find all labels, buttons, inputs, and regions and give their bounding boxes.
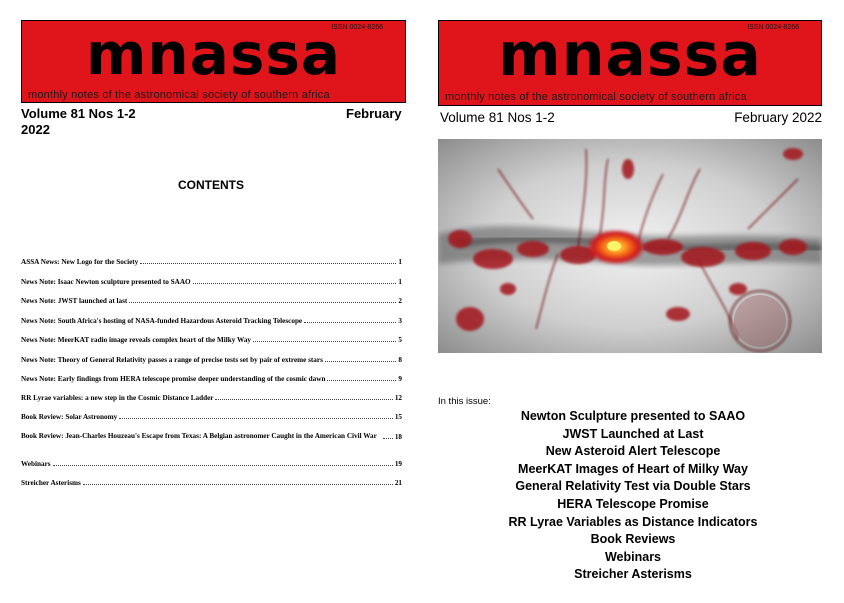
contents-heading: CONTENTS — [178, 178, 244, 192]
toc-entry-page: 21 — [394, 479, 402, 487]
masthead-title: mnassa — [85, 20, 342, 88]
toc-leader — [383, 438, 393, 439]
toc-entry-title: News Note: Isaac Newton sculpture presented to SAAO — [21, 278, 191, 286]
issue-date: February 2022 — [734, 110, 822, 125]
toc-entry[interactable] — [21, 432, 402, 441]
in-this-issue-label: In this issue: — [438, 396, 491, 407]
volume-label: Volume 81 Nos 1-2 — [440, 110, 555, 125]
issue-item: MeerKAT Images of Heart of Milky Way — [518, 461, 748, 476]
toc-entry-page: 1 — [398, 258, 402, 266]
toc-entry-title: Book Review: Jean-Charles Houzeau's Escape from Texas: A Belgian astronomer Caught in the American Civil War — [21, 432, 377, 440]
toc-entry-title: Webinars — [21, 460, 51, 468]
toc-entry[interactable] — [21, 394, 402, 402]
cover-page — [422, 0, 844, 603]
toc-leader — [215, 399, 392, 400]
toc-entry-title: Streicher Asterisms — [21, 479, 81, 487]
toc-entry-page: 15 — [394, 413, 402, 421]
toc-entry[interactable] — [21, 413, 402, 421]
toc-entry[interactable] — [21, 336, 402, 344]
toc-entry[interactable] — [21, 375, 402, 383]
year-label: 2022 — [21, 122, 50, 137]
masthead-banner — [438, 20, 822, 106]
toc-entry-title: News Note: South Africa's hosting of NASA-funded Hazardous Asteroid Tracking Telescope — [21, 317, 303, 325]
toc-entry[interactable] — [21, 297, 402, 305]
toc-entry-page: 18 — [394, 433, 402, 441]
toc-entry-page: 3 — [398, 317, 402, 325]
issue-item: Webinars — [604, 549, 662, 564]
toc-entry-title: News Note: MeerKAT radio image reveals complex heart of the Milky Way — [21, 336, 252, 344]
toc-entry-page: 12 — [394, 394, 402, 402]
toc-entry-page: 19 — [394, 460, 402, 468]
masthead-banner — [21, 20, 406, 103]
toc-entry[interactable] — [21, 258, 402, 266]
masthead-subtitle: monthly notes of the astronomical society of southern africa — [28, 89, 330, 101]
toc-entry-title: News Note: JWST launched at last — [21, 297, 128, 305]
issn-label: ISSN 0024-8266 — [747, 24, 799, 31]
month-label: February — [346, 106, 402, 121]
issue-item: JWST Launched at Last — [562, 426, 704, 441]
issue-item: RR Lyrae Variables as Distance Indicators — [508, 514, 758, 529]
toc-leader — [193, 283, 397, 284]
toc-leader — [327, 380, 396, 381]
toc-leader — [129, 302, 396, 303]
toc-entry-page: 1 — [398, 278, 402, 286]
toc-entry-page: 2 — [398, 297, 402, 305]
volume-label: Volume 81 Nos 1-2 — [21, 106, 136, 121]
toc-entry-page: 5 — [398, 336, 402, 344]
issue-item: General Relativity Test via Double Stars — [515, 479, 751, 494]
toc-leader — [304, 322, 396, 323]
toc-entry-title: Book Review: Solar Astronomy — [21, 413, 118, 421]
toc-entry-title: News Note: Early findings from HERA telescope promise deeper understanding of the cosmic dawn — [21, 375, 326, 383]
issue-item: HERA Telescope Promise — [557, 496, 709, 511]
toc-entry-title: News Note: Theory of General Relativity passes a range of precise tests set by pair of extreme stars — [21, 356, 323, 364]
toc-leader — [253, 341, 396, 342]
toc-leader — [140, 263, 396, 264]
toc-entry[interactable] — [21, 479, 402, 487]
toc-entry[interactable] — [21, 317, 402, 325]
issue-item: New Asteroid Alert Telescope — [545, 444, 721, 459]
milky-way-radio-image — [438, 139, 822, 353]
toc-leader — [83, 484, 393, 485]
masthead-subtitle: monthly notes of the astronomical society of southern africa — [445, 91, 747, 103]
toc-entry-title: RR Lyrae variables: a new step in the Cosmic Distance Ladder — [21, 394, 214, 402]
toc-leader — [53, 465, 393, 466]
masthead-title: mnassa — [498, 20, 762, 90]
issue-item: Book Reviews — [590, 532, 676, 547]
toc-entry[interactable] — [21, 356, 402, 364]
issue-item: Streicher Asterisms — [574, 567, 692, 582]
issn-label: ISSN 0024-8266 — [331, 24, 383, 31]
toc-entry[interactable] — [21, 460, 402, 468]
toc-entry[interactable] — [21, 278, 402, 286]
toc-entry-title: ASSA News: New Logo for the Society — [21, 258, 139, 266]
toc-leader — [119, 418, 393, 419]
issue-item: Newton Sculpture presented to SAAO — [520, 409, 746, 423]
toc-leader — [325, 361, 397, 362]
toc-entry-page: 9 — [398, 375, 402, 383]
issue-highlights — [422, 408, 844, 584]
toc-entry-page: 8 — [398, 356, 402, 364]
